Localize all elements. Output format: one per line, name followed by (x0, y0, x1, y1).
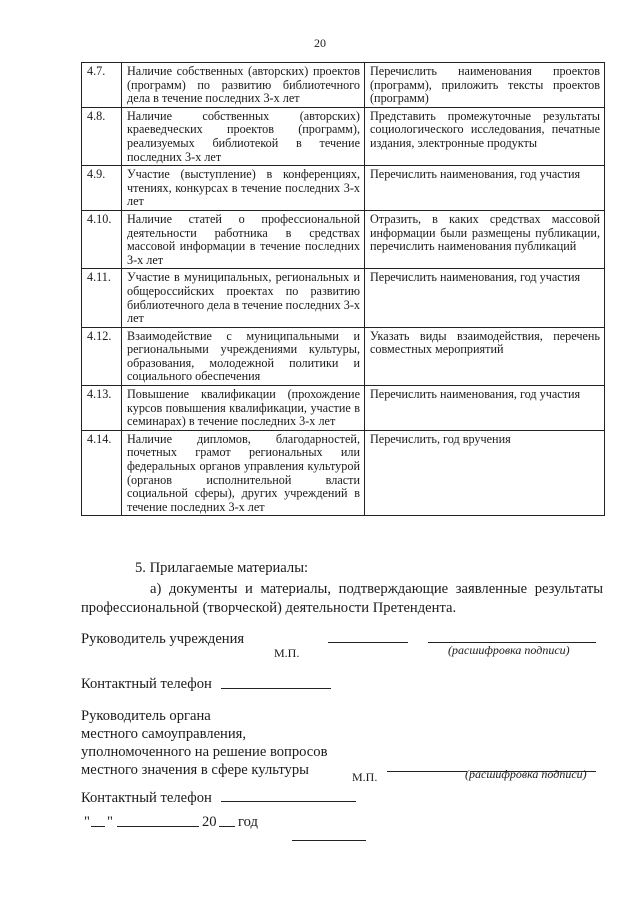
head-institution-label: Руководитель учреждения (81, 631, 245, 647)
row-description: Повышение квалификации (прохождение курсов повышения квалификации, участие в семинарах) в течение последних 3-х лет (122, 386, 365, 431)
row-description: Участие в муниципальных, региональных и общероссийских проектах по развитию библиотечного дела в течение последних 3-х лет (122, 269, 365, 327)
contact-phone-label-2: Контактный телефон (81, 790, 212, 806)
row-instruction: Перечислить наименования, год участия (365, 166, 605, 211)
date-year-word: год (238, 814, 258, 830)
row-description: Наличие дипломов, благодарностей, почетных грамот региональных или федеральных органов управления культурой (органов исполнительной власти социальной сферы), других учреждений в течение последних 3-х лет (122, 430, 365, 516)
table-row (82, 430, 605, 516)
table-row (82, 166, 605, 211)
final-signature-line (292, 840, 366, 841)
contact-phone-label: Контактный телефон (81, 676, 212, 692)
materials-heading: 5. Прилагаемые материалы: (135, 560, 309, 576)
row-number: 4.14. (82, 430, 122, 516)
materials-item-a-line1: а) документы и материалы, подтверждающие заявленные результаты (150, 581, 603, 597)
table-row (82, 210, 605, 268)
row-instruction: Перечислить наименования, год участия (365, 386, 605, 431)
stamp-mark: М.П. (274, 646, 300, 660)
signature-line (328, 642, 408, 643)
row-instruction: Перечислить наименования проектов (программ), приложить тексты проектов (программ) (365, 63, 605, 108)
table-row (82, 386, 605, 431)
row-number: 4.11. (82, 269, 122, 327)
row-description: Наличие статей о профессиональной деятельности работника в средствах массовой информации в течение последних 3-х лет (122, 210, 365, 268)
date-quote-close: " (107, 814, 113, 830)
page-number: 20 (314, 36, 326, 50)
row-number: 4.13. (82, 386, 122, 431)
row-number: 4.8. (82, 107, 122, 165)
contact-phone-line-2 (221, 801, 356, 802)
row-instruction: Отразить, в каких средствах массовой информации были размещены публикации, перечислить наименования публикаций (365, 210, 605, 268)
date-day-line (91, 826, 105, 827)
table-row (82, 327, 605, 385)
row-number: 4.7. (82, 63, 122, 108)
head-body-line3: уполномоченного на решение вопросов (81, 744, 328, 760)
head-body-line1: Руководитель органа (81, 708, 211, 724)
head-body-line2: местного самоуправления, (81, 726, 247, 742)
row-instruction: Представить промежуточные результаты социологического исследования, печатные издания, электронные продукты (365, 107, 605, 165)
row-number: 4.10. (82, 210, 122, 268)
date-quote-open: " (84, 814, 90, 830)
head-body-line4: местного значения в сфере культуры (81, 762, 309, 778)
row-instruction: Перечислить, год вручения (365, 430, 605, 516)
row-description: Взаимодействие с муниципальными и региональными учреждениями культуры, образования, молодежной политики и социального обеспечения (122, 327, 365, 385)
table-row (82, 63, 605, 108)
row-description: Участие (выступление) в конференциях, чтениях, конкурсах в течение последних 3-х лет (122, 166, 365, 211)
decoding-caption: (расшифровка подписи) (448, 643, 570, 657)
row-instruction: Указать виды взаимодействия, перечень совместных мероприятий (365, 327, 605, 385)
criteria-table (81, 62, 605, 516)
row-instruction: Перечислить наименования, год участия (365, 269, 605, 327)
row-number: 4.9. (82, 166, 122, 211)
date-month-line (117, 826, 199, 827)
decoding-caption-2: (расшифровка подписи) (465, 767, 587, 781)
table-row (82, 107, 605, 165)
date-year-prefix: 20 (202, 814, 217, 830)
row-description: Наличие собственных (авторских) проектов (программ) по развитию библиотечного дела в течение последних 3-х лет (122, 63, 365, 108)
materials-item-a-line2: профессиональной (творческой) деятельности Претендента. (81, 600, 457, 616)
contact-phone-line (221, 688, 331, 689)
date-year-line (219, 826, 235, 827)
row-description: Наличие собственных (авторских) краеведческих проектов (программ), реализуемых библиотекой в течение последних 3-х лет (122, 107, 365, 165)
signature-line-2 (387, 771, 467, 772)
table-row (82, 269, 605, 327)
stamp-mark-2: М.П. (352, 770, 378, 784)
row-number: 4.12. (82, 327, 122, 385)
